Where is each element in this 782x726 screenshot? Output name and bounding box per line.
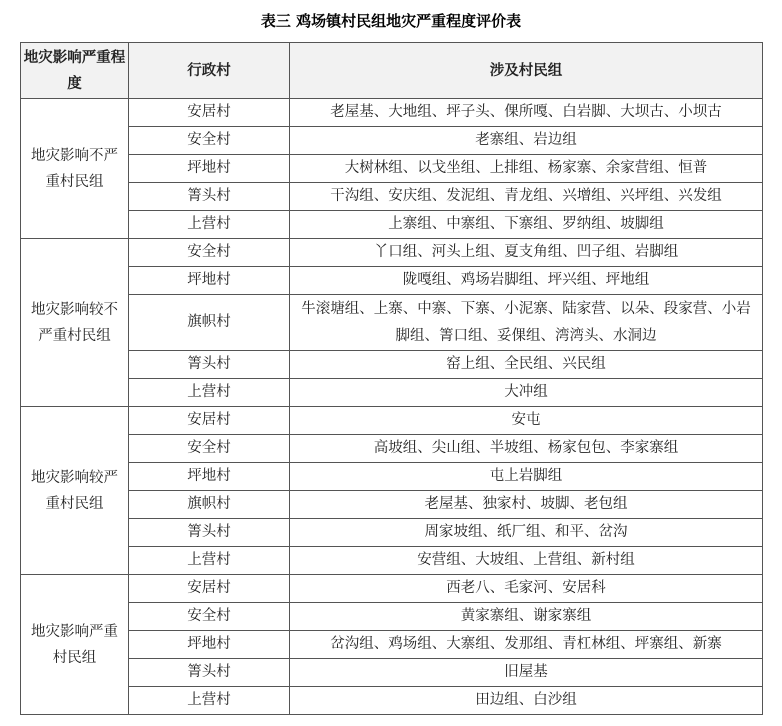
- village-cell: 上营村: [129, 547, 290, 575]
- table-row: [21, 127, 763, 155]
- groups-cell: 安屯: [290, 407, 763, 435]
- table-row: [21, 239, 763, 267]
- table-row: [21, 603, 763, 631]
- groups-cell: 安营组、大坡组、上营组、新村组: [290, 547, 763, 575]
- village-cell: 坪地村: [129, 463, 290, 491]
- table-row: [21, 407, 763, 435]
- header-village: 行政村: [129, 43, 290, 99]
- table-row: [21, 99, 763, 127]
- groups-cell: 岔沟组、鸡场组、大寨组、发那组、青杠林组、坪寨组、新寨: [290, 631, 763, 659]
- table-row: [21, 351, 763, 379]
- table-title: 表三 鸡场镇村民组地灾严重程度评价表: [260, 12, 522, 30]
- table-row: [21, 183, 763, 211]
- village-cell: 上营村: [129, 687, 290, 715]
- header-groups: 涉及村民组: [290, 43, 763, 99]
- groups-cell: 大冲组: [290, 379, 763, 407]
- village-cell: 安居村: [129, 99, 290, 127]
- village-cell: 安全村: [129, 603, 290, 631]
- groups-cell: 周家坡组、纸厂组、和平、岔沟: [290, 519, 763, 547]
- table-row: [21, 575, 763, 603]
- table-row: [21, 631, 763, 659]
- table-row: [21, 519, 763, 547]
- header-severity: 地灾影响严重程度: [21, 43, 129, 99]
- evaluation-table: [20, 42, 763, 715]
- table-row: [21, 547, 763, 575]
- groups-cell: 干沟组、安庆组、发泥组、青龙组、兴增组、兴坪组、兴发组: [290, 183, 763, 211]
- table-row: [21, 435, 763, 463]
- village-cell: 箐头村: [129, 351, 290, 379]
- village-cell: 坪地村: [129, 631, 290, 659]
- severity-label: 地灾影响严重村民组: [21, 575, 129, 715]
- groups-cell: 高坡组、尖山组、半坡组、杨家包包、李家寨组: [290, 435, 763, 463]
- table-row: [21, 295, 763, 351]
- groups-cell: 窑上组、全民组、兴民组: [290, 351, 763, 379]
- village-cell: 安居村: [129, 407, 290, 435]
- village-cell: 安全村: [129, 435, 290, 463]
- table-row: [21, 491, 763, 519]
- village-cell: 箐头村: [129, 519, 290, 547]
- village-cell: 箐头村: [129, 183, 290, 211]
- groups-cell: 上寨组、中寨组、下寨组、罗纳组、坡脚组: [290, 211, 763, 239]
- table-row: [21, 211, 763, 239]
- severity-label: 地灾影响较严重村民组: [21, 407, 129, 575]
- groups-cell: 屯上岩脚组: [290, 463, 763, 491]
- village-cell: 旗帜村: [129, 491, 290, 519]
- village-cell: 安全村: [129, 127, 290, 155]
- groups-cell: 旧屋基: [290, 659, 763, 687]
- groups-cell: 田边组、白沙组: [290, 687, 763, 715]
- village-cell: 上营村: [129, 211, 290, 239]
- table-row: [21, 687, 763, 715]
- groups-cell: 大树林组、以戈坐组、上排组、杨家寨、余家营组、恒普: [290, 155, 763, 183]
- village-cell: 安全村: [129, 239, 290, 267]
- severity-label: 地灾影响不严重村民组: [21, 99, 129, 239]
- village-cell: 上营村: [129, 379, 290, 407]
- village-cell: 坪地村: [129, 267, 290, 295]
- table-row: [21, 379, 763, 407]
- table-row: [21, 267, 763, 295]
- groups-cell: 老屋基、大地组、坪子头、倮所嘎、白岩脚、大坝古、小坝古: [290, 99, 763, 127]
- severity-label: 地灾影响较不严重村民组: [21, 239, 129, 407]
- table-row: [21, 463, 763, 491]
- table-row: [21, 155, 763, 183]
- village-cell: 箐头村: [129, 659, 290, 687]
- groups-cell: 陇嘎组、鸡场岩脚组、坪兴组、坪地组: [290, 267, 763, 295]
- header-row: [21, 43, 763, 99]
- groups-cell: 丫口组、河头上组、夏支角组、凹子组、岩脚组: [290, 239, 763, 267]
- village-cell: 安居村: [129, 575, 290, 603]
- groups-cell: 老寨组、岩边组: [290, 127, 763, 155]
- groups-cell: 黄家寨组、谢家寨组: [290, 603, 763, 631]
- groups-cell: 牛滚塘组、上寨、中寨、下寨、小泥寨、陆家营、以朵、段家营、小岩脚组、箐口组、妥倮组、湾湾头、水洞边: [290, 295, 763, 351]
- table-row: [21, 659, 763, 687]
- village-cell: 旗帜村: [129, 295, 290, 351]
- groups-cell: 老屋基、独家村、坡脚、老包组: [290, 491, 763, 519]
- groups-cell: 西老八、毛家河、安居科: [290, 575, 763, 603]
- village-cell: 坪地村: [129, 155, 290, 183]
